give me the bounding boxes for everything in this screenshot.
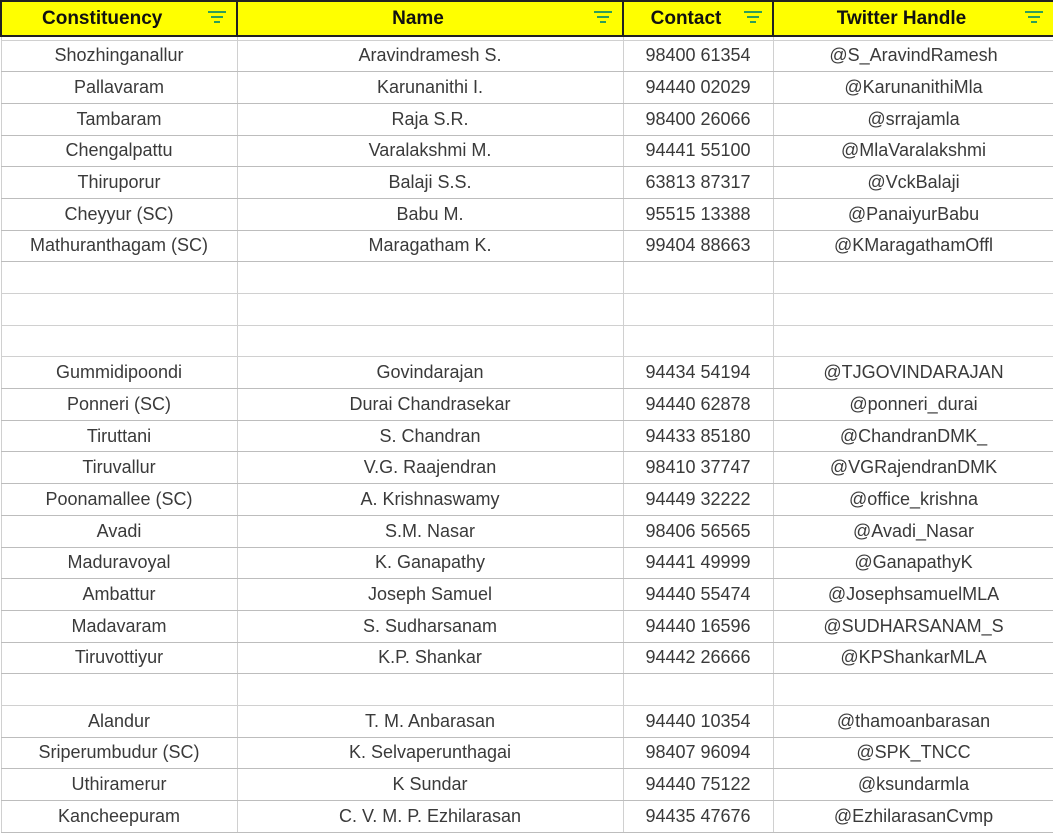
cell-contact[interactable]: 94441 49999 — [623, 547, 773, 579]
cell-contact[interactable]: 98410 37747 — [623, 452, 773, 484]
cell-contact[interactable]: 99404 88663 — [623, 230, 773, 262]
cell-constituency[interactable]: Maduravoyal — [1, 547, 237, 579]
cell-contact[interactable]: 94441 55100 — [623, 135, 773, 167]
cell-twitter[interactable]: @JosephsamuelMLA — [773, 579, 1053, 611]
cell-contact[interactable] — [623, 325, 773, 357]
cell-name[interactable]: Durai Chandrasekar — [237, 389, 623, 421]
table-row — [1, 420, 1053, 452]
cell-contact[interactable]: 94440 55474 — [623, 579, 773, 611]
table-row — [1, 167, 1053, 199]
table-row — [1, 579, 1053, 611]
cell-name[interactable]: S.M. Nasar — [237, 515, 623, 547]
cell-twitter[interactable]: @office_krishna — [773, 484, 1053, 516]
cell-twitter[interactable] — [773, 262, 1053, 294]
cell-twitter[interactable]: @ksundarmla — [773, 769, 1053, 801]
cell-twitter[interactable]: @VGRajendranDMK — [773, 452, 1053, 484]
cell-constituency[interactable]: Gummidipoondi — [1, 357, 237, 389]
cell-twitter[interactable]: @VckBalaji — [773, 167, 1053, 199]
cell-name[interactable]: Varalakshmi M. — [237, 135, 623, 167]
cell-contact[interactable]: 94435 47676 — [623, 801, 773, 833]
cell-contact[interactable] — [623, 262, 773, 294]
cell-name[interactable] — [237, 262, 623, 294]
table-row — [1, 610, 1053, 642]
cell-constituency[interactable]: Kancheepuram — [1, 801, 237, 833]
header-row — [1, 1, 1053, 36]
cell-contact[interactable] — [623, 294, 773, 326]
cell-constituency[interactable] — [1, 325, 237, 357]
cell-twitter[interactable]: @ChandranDMK_ — [773, 420, 1053, 452]
cell-name[interactable]: S. Chandran — [237, 420, 623, 452]
cell-name[interactable]: Joseph Samuel — [237, 579, 623, 611]
cell-twitter[interactable]: @GanapathyK — [773, 547, 1053, 579]
column-header-label: Twitter Handle — [836, 7, 967, 29]
cell-name[interactable] — [237, 325, 623, 357]
table-row — [1, 642, 1053, 674]
table-row — [1, 801, 1053, 833]
cell-name[interactable]: K Sundar — [237, 769, 623, 801]
cell-name[interactable]: Raja S.R. — [237, 103, 623, 135]
table-row — [1, 705, 1053, 737]
cell-constituency[interactable]: Madavaram — [1, 610, 237, 642]
table-row — [1, 40, 1053, 72]
cell-contact[interactable]: 94449 32222 — [623, 484, 773, 516]
cell-contact[interactable]: 63813 87317 — [623, 167, 773, 199]
table-row — [1, 452, 1053, 484]
filter-icon[interactable] — [594, 11, 612, 27]
cell-constituency[interactable]: Ponneri (SC) — [1, 389, 237, 421]
cell-name[interactable] — [237, 294, 623, 326]
cell-twitter[interactable]: @S_AravindRamesh — [773, 40, 1053, 72]
cell-constituency[interactable]: Tiruvallur — [1, 452, 237, 484]
column-header-label: Name — [392, 7, 444, 29]
cell-name[interactable]: Babu M. — [237, 198, 623, 230]
table-row — [1, 769, 1053, 801]
cell-name[interactable]: A. Krishnaswamy — [237, 484, 623, 516]
cell-contact[interactable] — [623, 674, 773, 706]
cell-contact[interactable]: 94440 75122 — [623, 769, 773, 801]
cell-twitter[interactable]: @TJGOVINDARAJAN — [773, 357, 1053, 389]
cell-twitter[interactable]: @KPShankarMLA — [773, 642, 1053, 674]
table-row — [1, 230, 1053, 262]
cell-constituency[interactable]: Ambattur — [1, 579, 237, 611]
table-row — [1, 357, 1053, 389]
cell-twitter[interactable]: @PanaiyurBabu — [773, 198, 1053, 230]
cell-twitter[interactable]: @srrajamla — [773, 103, 1053, 135]
cell-name[interactable]: C. V. M. P. Ezhilarasan — [237, 801, 623, 833]
column-header-name[interactable] — [237, 1, 623, 36]
cell-twitter[interactable] — [773, 674, 1053, 706]
cell-constituency[interactable]: Mathuranthagam (SC) — [1, 230, 237, 262]
cell-constituency[interactable]: Tiruvottiyur — [1, 642, 237, 674]
empty-row — [1, 262, 1053, 294]
table-row — [1, 135, 1053, 167]
cell-constituency[interactable]: Pallavaram — [1, 72, 237, 104]
cell-name[interactable]: Karunanithi I. — [237, 72, 623, 104]
cell-name[interactable]: K. Selvaperunthagai — [237, 737, 623, 769]
column-header-twitter[interactable] — [773, 1, 1053, 36]
cell-constituency[interactable]: Chengalpattu — [1, 135, 237, 167]
cell-constituency[interactable]: Poonamallee (SC) — [1, 484, 237, 516]
table-row — [1, 389, 1053, 421]
cell-constituency[interactable] — [1, 262, 237, 294]
cell-name[interactable]: Govindarajan — [237, 357, 623, 389]
column-header-constituency[interactable] — [1, 1, 237, 36]
cell-name[interactable]: Maragatham K. — [237, 230, 623, 262]
filter-icon[interactable] — [1025, 11, 1043, 27]
empty-row — [1, 674, 1053, 706]
empty-row — [1, 325, 1053, 357]
table-row — [1, 72, 1053, 104]
table-body — [1, 36, 1053, 832]
cell-constituency[interactable]: Tambaram — [1, 103, 237, 135]
table-row — [1, 103, 1053, 135]
cell-contact[interactable]: 94440 16596 — [623, 610, 773, 642]
column-header-contact[interactable] — [623, 1, 773, 36]
cell-twitter[interactable]: @thamoanbarasan — [773, 705, 1053, 737]
cell-constituency[interactable]: Shozhinganallur — [1, 40, 237, 72]
cell-constituency[interactable]: Cheyyur (SC) — [1, 198, 237, 230]
cell-contact[interactable]: 98407 96094 — [623, 737, 773, 769]
cell-contact[interactable]: 94433 85180 — [623, 420, 773, 452]
cell-name[interactable]: S. Sudharsanam — [237, 610, 623, 642]
cell-contact[interactable]: 98400 61354 — [623, 40, 773, 72]
cell-twitter[interactable]: @MlaVaralakshmi — [773, 135, 1053, 167]
column-header-label: Contact — [650, 7, 722, 29]
cell-constituency[interactable]: Alandur — [1, 705, 237, 737]
cell-contact[interactable]: 98400 26066 — [623, 103, 773, 135]
cell-twitter[interactable] — [773, 294, 1053, 326]
cell-constituency[interactable] — [1, 674, 237, 706]
cell-twitter[interactable]: @SUDHARSANAM_S — [773, 610, 1053, 642]
cell-constituency[interactable]: Avadi — [1, 515, 237, 547]
cell-contact[interactable]: 94440 10354 — [623, 705, 773, 737]
cell-constituency[interactable]: Uthiramerur — [1, 769, 237, 801]
filter-icon[interactable] — [744, 11, 762, 27]
cell-twitter[interactable]: @EzhilarasanCvmp — [773, 801, 1053, 833]
cell-contact[interactable]: 95515 13388 — [623, 198, 773, 230]
column-header-label: Constituency — [42, 7, 163, 29]
cell-twitter[interactable]: @KarunanithiMla — [773, 72, 1053, 104]
filter-icon[interactable] — [208, 11, 226, 27]
table-row — [1, 484, 1053, 516]
cell-name[interactable]: V.G. Raajendran — [237, 452, 623, 484]
cell-contact[interactable]: 94434 54194 — [623, 357, 773, 389]
cell-contact[interactable]: 94440 62878 — [623, 389, 773, 421]
cell-name[interactable] — [237, 674, 623, 706]
cell-contact[interactable]: 94442 26666 — [623, 642, 773, 674]
cell-name[interactable]: Balaji S.S. — [237, 167, 623, 199]
empty-row — [1, 294, 1053, 326]
table-row — [1, 737, 1053, 769]
cell-twitter[interactable] — [773, 325, 1053, 357]
table-row — [1, 515, 1053, 547]
cell-twitter[interactable]: @KMaragathamOffl — [773, 230, 1053, 262]
cell-contact[interactable]: 94440 02029 — [623, 72, 773, 104]
cell-name[interactable]: Aravindramesh S. — [237, 40, 623, 72]
table-row — [1, 547, 1053, 579]
cell-constituency[interactable]: Tiruttani — [1, 420, 237, 452]
cell-twitter[interactable]: @ponneri_durai — [773, 389, 1053, 421]
cell-constituency[interactable]: Thiruporur — [1, 167, 237, 199]
cell-name[interactable]: T. M. Anbarasan — [237, 705, 623, 737]
cell-contact[interactable]: 98406 56565 — [623, 515, 773, 547]
cell-twitter[interactable]: @Avadi_Nasar — [773, 515, 1053, 547]
table-row — [1, 198, 1053, 230]
cell-twitter[interactable]: @SPK_TNCC — [773, 737, 1053, 769]
cell-name[interactable]: K.P. Shankar — [237, 642, 623, 674]
cell-constituency[interactable] — [1, 294, 237, 326]
cell-name[interactable]: K. Ganapathy — [237, 547, 623, 579]
cell-constituency[interactable]: Sriperumbudur (SC) — [1, 737, 237, 769]
